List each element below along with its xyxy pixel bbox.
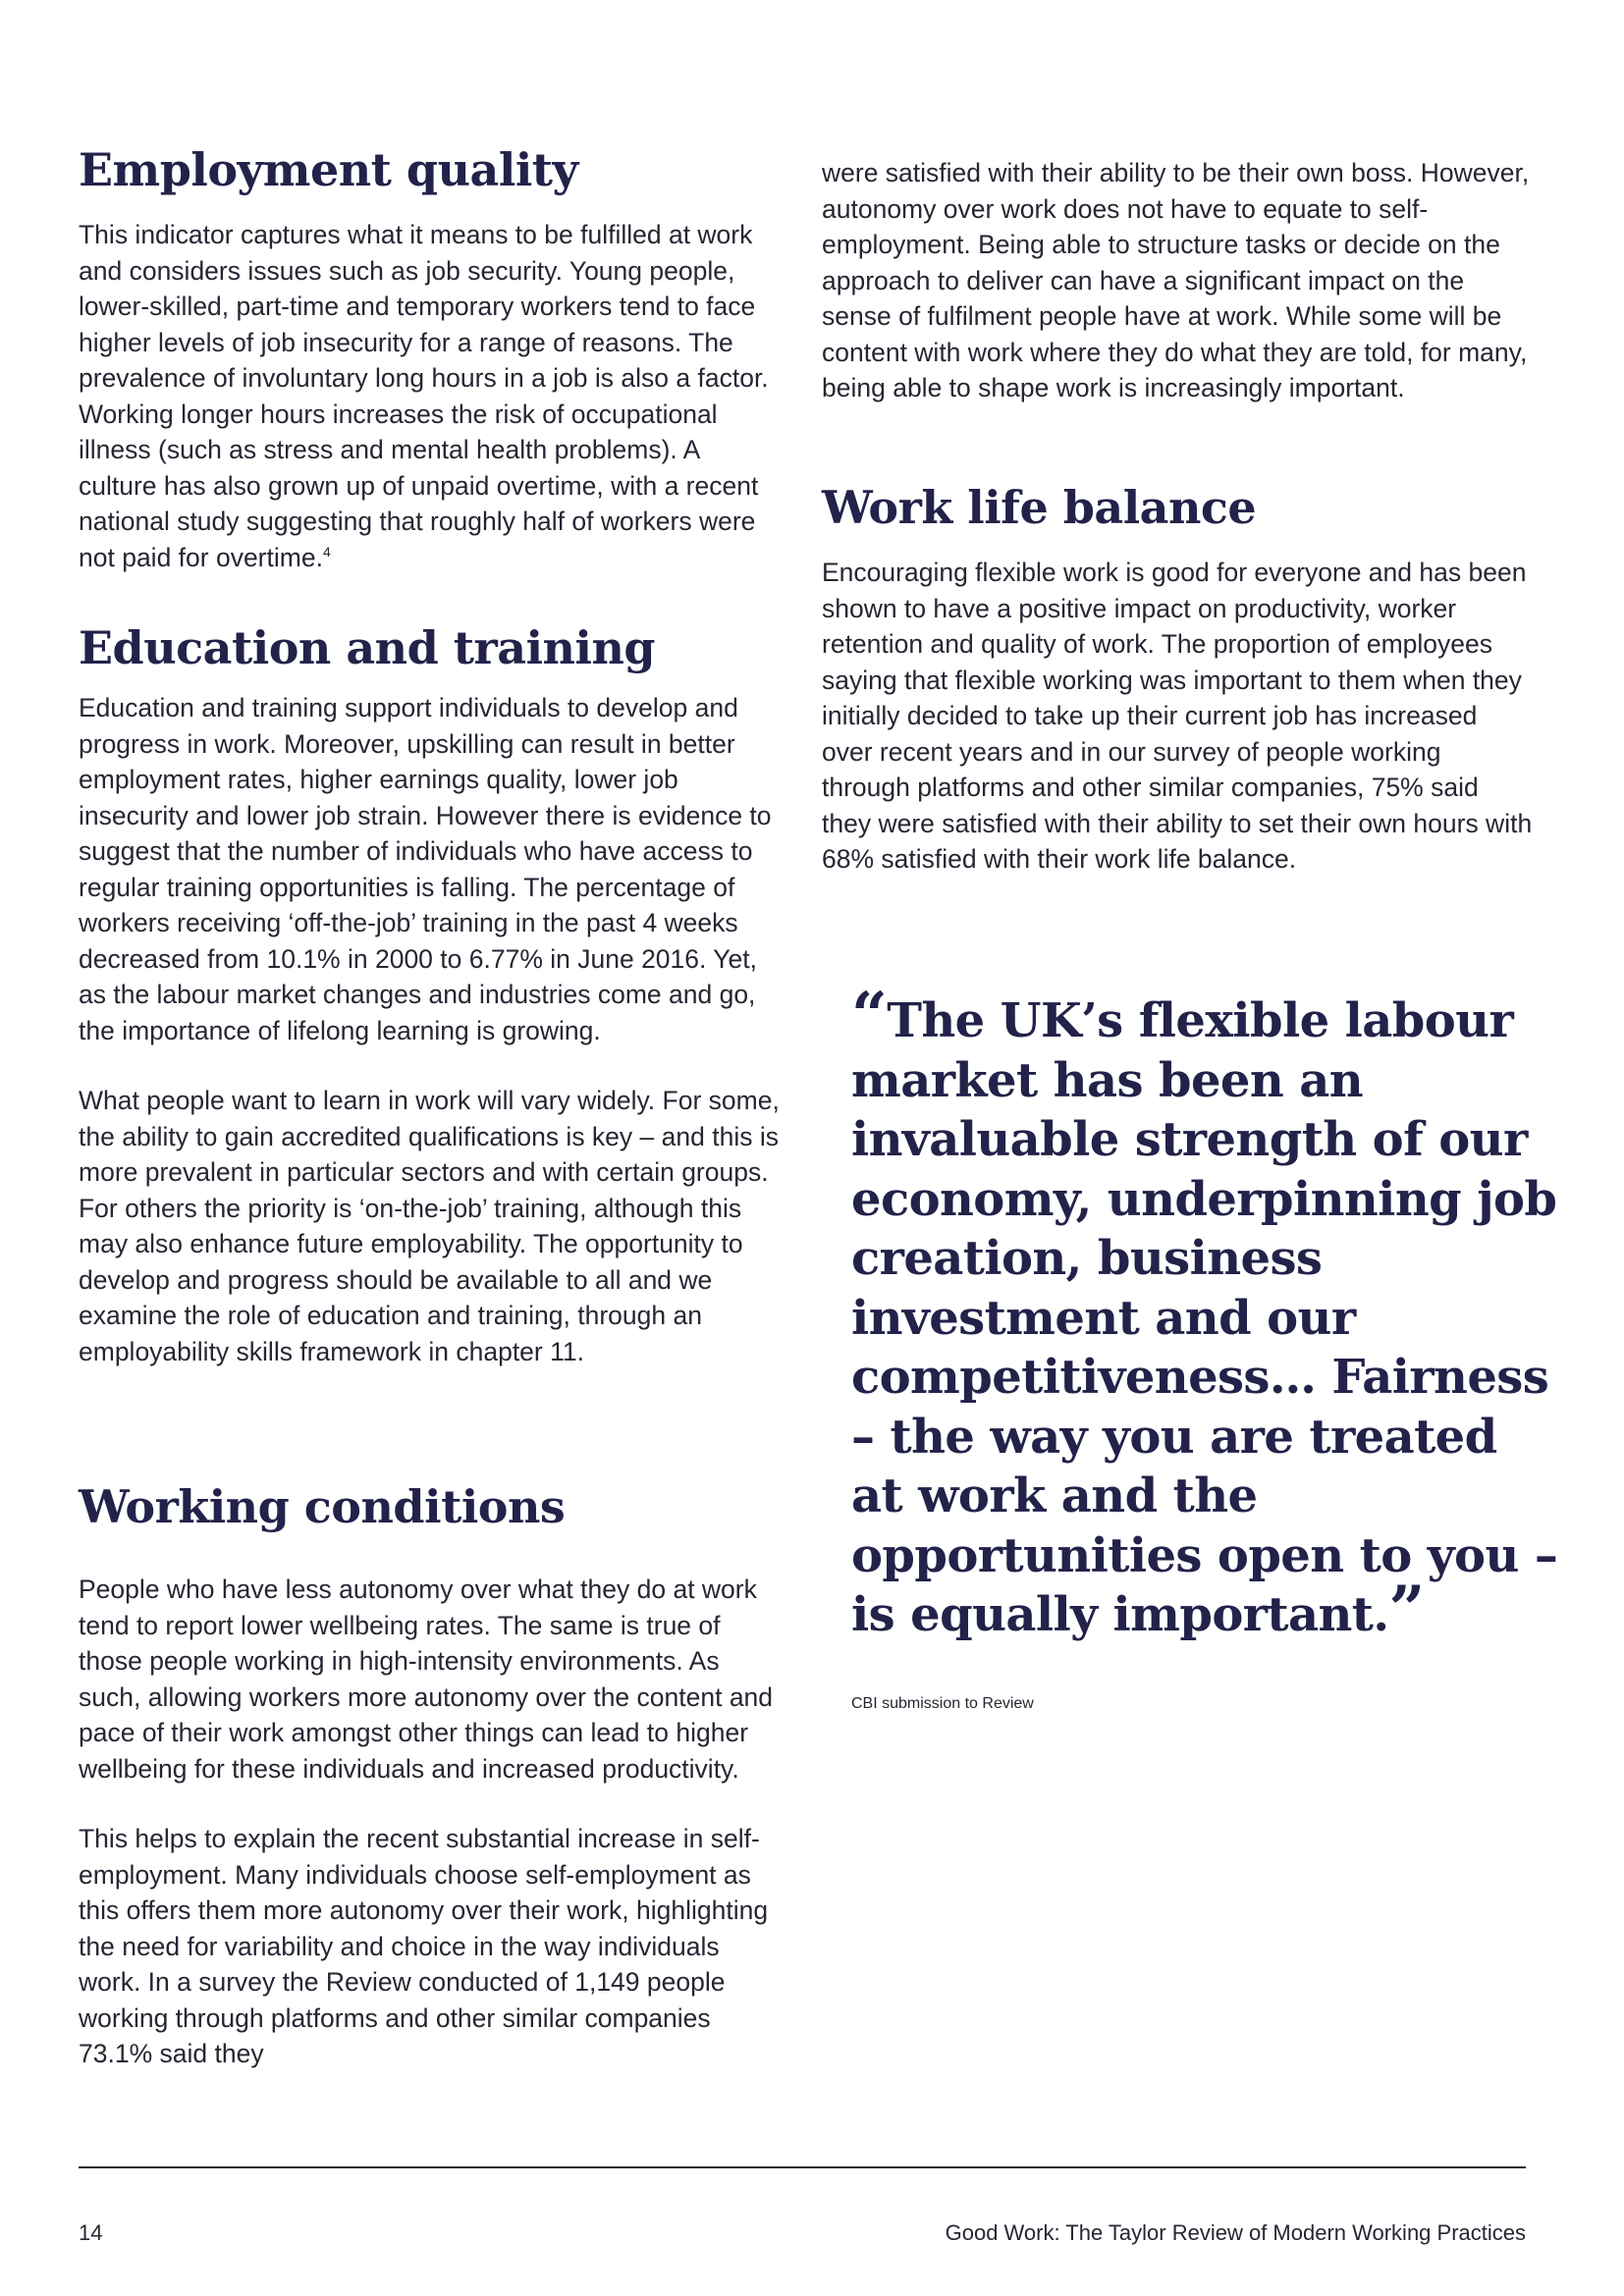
employment-quality-paragraph bbox=[79, 217, 784, 575]
education-training-heading: Education and training bbox=[79, 621, 656, 674]
continuation-paragraph: were satisfied with their ability to be their own boss. However, autonomy over work does not have to equate to self-employment. Being able to structure tasks or decide on the approach to deliver can have a significant impact on the sense of fulfilment people have at work. While some will be content with work where they do what they are told, for many, being able to shape work is increasingly important. bbox=[822, 158, 1530, 402]
education-training-paragraph-2: What people want to learn in work will vary widely. For some, the ability to gain accredited qualifications is key – and this is more prevalent in particular sectors and with certain groups. For others the priority is ‘on-the-job’ training, although this may also enhance future employability. The opportunity to develop and progress should be available to all and we examine the role of education and training, through an employability skills framework in chapter 11. bbox=[79, 1086, 780, 1366]
page-number: 14 bbox=[79, 2220, 103, 2245]
working-conditions-section bbox=[79, 1479, 784, 2072]
open-quote-mark: “ bbox=[851, 979, 888, 1052]
pull-quote-source: CBI submission to Review bbox=[851, 1695, 1034, 1712]
work-life-balance-heading: Work life balance bbox=[822, 481, 1257, 534]
footer-title: Good Work: The Taylor Review of Modern Working Practices bbox=[945, 2220, 1526, 2245]
education-training-paragraph-1: Education and training support individuals to develop and progress in work. Moreover, upskilling can result in better employment rates, higher earnings quality, lower job insecurity and lower job strain. However there is evidence to suggest that the number of individuals who have access to regular training opportunities is falling. The percentage of workers receiving ‘off-the-job’ training in the past 4 weeks decreased from 10.1% in 2000 to 6.77% in June 2016. Yet, as the labour market changes and industries come and go, the importance of lifelong learning is growing. bbox=[79, 693, 772, 1045]
continuation-section bbox=[822, 155, 1534, 406]
footer-rule bbox=[79, 2166, 1526, 2168]
working-conditions-paragraph-2: This helps to explain the recent substantial increase in self-employment. Many individuals choose self-employment as this offers them more autonomy over their work, highlighting the need for variability and choice in the way individuals work. In a survey the Review conducted of 1,149 people working through platforms and other similar companies 73.1% said they bbox=[79, 1824, 769, 2068]
pull-quote-text: The UK’s flexible labour market has been an invaluable strength of our economy, underpinning job creation, business investment and our competitiveness… Fairness – the way you are treated at work and the opportunities open to you – is equally important. bbox=[851, 993, 1558, 1642]
working-conditions-paragraph-1: People who have less autonomy over what they do at work tend to report lower wellbeing rates. The same is true of those people working in high-intensity environments. As such, allowing workers more autonomy over the content and pace of their work amongst other things can lead to higher wellbeing for these individuals and increased productivity. bbox=[79, 1575, 774, 1784]
work-life-balance-section bbox=[822, 480, 1534, 878]
pull-quote bbox=[851, 979, 1558, 1646]
footnote-marker: 4 bbox=[322, 543, 331, 560]
employment-quality-text: This indicator captures what it means to be fulfilled at work and considers issues such as job security. Young people, lower-skilled, part-time and temporary workers tend to face higher levels of job insecurity for a range of reasons. The prevalence of involuntary long hours in a job is also a factor. Working longer hours increases the risk of occupational illness (such as stress and mental health problems). A culture has also grown up of unpaid overtime, with a recent national study suggesting that roughly half of workers were not paid for overtime. bbox=[79, 220, 769, 572]
working-conditions-heading: Working conditions bbox=[79, 1480, 566, 1533]
employment-quality-section bbox=[79, 142, 784, 575]
education-training-section bbox=[79, 620, 784, 1369]
close-quote-mark: ” bbox=[1388, 1573, 1425, 1646]
work-life-balance-paragraph: Encouraging flexible work is good for everyone and has been shown to have a positive impact on productivity, worker retention and quality of work. The proportion of employees saying that flexible working was important to them when they initially decided to take up their current job has increased over recent years and in our survey of people working through platforms and other similar companies, 75% said they were satisfied with their ability to set their own hours with 68% satisfied with their work life balance. bbox=[822, 558, 1533, 874]
employment-quality-heading: Employment quality bbox=[79, 143, 578, 196]
